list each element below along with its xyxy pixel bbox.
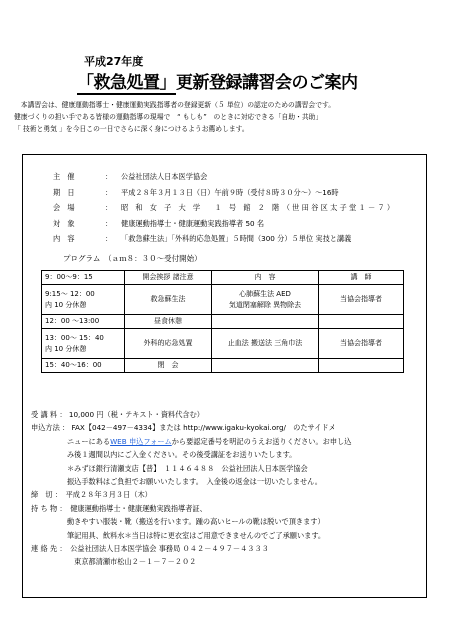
schedule-cell (319, 359, 404, 373)
schedule-cell: 当協会指導者 (319, 329, 404, 359)
table-row (42, 315, 404, 329)
intro-line: 本講習会は、健康運動指導士・健康運動実践指導者の登録更新（５ 単位）の認定のための講習会です。 (14, 101, 336, 109)
content-text: 気道閉塞解除 異物除去 (228, 300, 302, 309)
schedule-cell: 外科的応急処置 (125, 329, 212, 359)
year-label: 平成27年度 (84, 55, 144, 68)
intro-line: 健康づくりの担い手である皆様の運動指導の現場で “ もしも” のときに対応できる「自助・共助」 (14, 113, 323, 121)
program-label: プログラム （ａｍ８：３０～受付開始） (63, 254, 202, 263)
schedule-cell: 講 師 (319, 271, 404, 285)
apply-line (31, 435, 351, 448)
info-value: 健康運動指導士・健康運動実践指導者 50 名 (121, 218, 265, 228)
time-text: 13：00～ 15：40 (45, 333, 104, 342)
info-row: 会 場 ： 昭 和 女 子 大 学 １ 号 館 ２ 階 （ 世 田 谷 区 太 子 堂 １ － ７ ） (53, 200, 394, 216)
title-boxed: 「救急処置」 (77, 73, 176, 93)
schedule-cell (42, 285, 125, 315)
deadline-line: 締 切 ： 平成２８年３月３日（木） (31, 490, 152, 500)
schedule-cell: 閉 会 (125, 359, 212, 373)
bring-line: 筆記用具、飲料水＊当日は特に更衣室はご用意できませんのでご了承願います。 (31, 530, 326, 540)
schedule-cell (42, 329, 125, 359)
intro-text (14, 99, 442, 135)
table-row (42, 285, 404, 315)
info-label: 期 日 (53, 187, 75, 197)
apply-text: ニューにある (31, 436, 111, 446)
content-text: 心肺蘇生法 AED (239, 289, 291, 298)
apply-line: 申込方法 ： FAX【042－497－4334】または http://www.igaku-kyokai.org/ のたサイドメ (31, 423, 336, 433)
info-value: 公益社団法人日本医学協会 (121, 172, 208, 181)
fee-line: 受 講 料 ： 10,000 円（税・テキスト・資料代含む） (31, 410, 204, 419)
apply-line: み後１週間以内にご入金ください。その後受講証をお送りいたします。 (31, 450, 297, 460)
info-row: 期 日 ： 平成２８年３月１３日（日）午前９時（受付８時３０分～）～16時 (53, 185, 394, 201)
schedule-cell: 12：00 ～13:00 (42, 315, 125, 329)
intro-line: 「 技術と勇気 」を今日この一日でさらに深く身につけるようお薦めします。 (14, 125, 249, 133)
info-row: 内 容 ： 「救急蘇生法」「外科的応急処置」５時間（300 分）５単位 実技と講義 (53, 231, 394, 247)
info-row: 主 催 ： 公益社団法人日本医学協会 (53, 169, 394, 185)
info-label: 主 催 (53, 172, 75, 181)
registration-details (31, 408, 351, 569)
info-label: 内 容 (53, 234, 75, 243)
contact-line: 連 絡 先 ： 公益社団法人日本医学協会 事務局 ０４２－４９７－４３３３ (31, 544, 269, 554)
schedule-cell: 開会挨拶 諸注意 (125, 271, 212, 285)
web-form-link[interactable]: WEB 申込フォーム (110, 436, 172, 446)
info-label: 会 場 (53, 203, 75, 212)
event-info (53, 169, 394, 247)
table-row (42, 359, 404, 373)
bring-line: 持 ち 物 ： 健康運動指導士・健康運動実践指導者証、 (31, 503, 207, 513)
schedule-cell: 昼食休憩 (125, 315, 212, 329)
schedule-cell: 9：00～9：15 (42, 271, 125, 285)
bank-line: ＊みずほ銀行清瀬支店【普】 １１４６４８８ 公益社団法人日本医学協会 (31, 463, 308, 473)
schedule-cell: 止血法 搬送法 三角巾法 (212, 329, 319, 359)
schedule-cell (319, 315, 404, 329)
info-row: 対 象 ： 健康運動指導士・健康運動実践指導者 50 名 (53, 216, 394, 232)
apply-text: から要認定番号を明記のうえお送りください。お申し込 (171, 436, 352, 446)
schedule-table (41, 270, 404, 373)
info-label: 対 象 (53, 218, 75, 228)
title-rest: 更新登録講習会のご案内 (176, 73, 358, 93)
schedule-cell (212, 315, 319, 329)
bring-line: 動きやすい服装・靴（搬送を行います。踵の高いヒールの靴は脱いで頂きます） (31, 517, 325, 527)
info-value: 昭 和 女 子 大 学 １ 号 館 ２ 階 （ 世 田 谷 区 太 子 堂 １ － ７ ） (121, 203, 395, 212)
info-value: 「救急蘇生法」「外科的応急処置」５時間（300 分）５単位 実技と講義 (121, 234, 352, 243)
schedule-cell (212, 285, 319, 315)
schedule-cell: 当協会指導者 (319, 285, 404, 315)
break-note: 内 10 分休憩 (45, 344, 87, 353)
time-text: 9:15～ 12：00 (45, 289, 95, 298)
break-note: 内 10 分休憩 (45, 300, 87, 309)
schedule-cell (212, 359, 319, 373)
table-row (42, 329, 404, 359)
table-row (42, 271, 404, 285)
address-line: 東京都清瀬市松山２－１－７－２０２ (31, 557, 197, 567)
schedule-cell: 救急蘇生法 (125, 285, 212, 315)
info-value: 平成２８年３月１３日（日）午前９時（受付８時３０分～）～16時 (121, 187, 339, 197)
schedule-cell: 内 容 (212, 271, 319, 285)
bank-note: 振込手数料はご負担でお願いいたします。 入金後の返金は一切いたしません。 (31, 477, 322, 487)
schedule-cell: 15：40～16：00 (42, 359, 125, 373)
page-title (77, 68, 358, 93)
details-frame (22, 154, 427, 598)
